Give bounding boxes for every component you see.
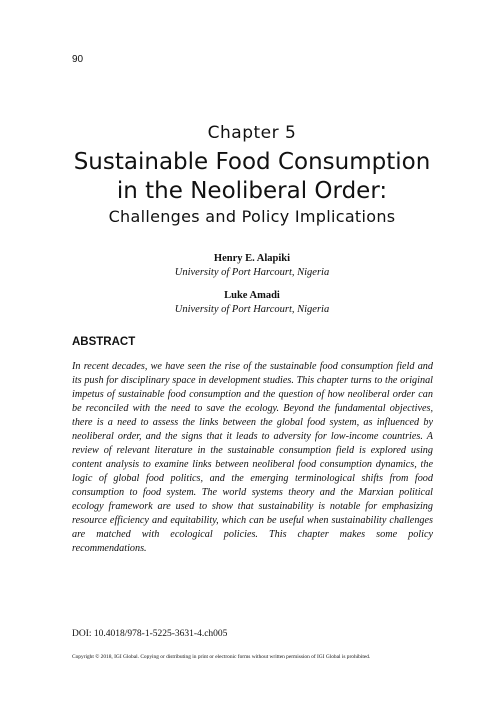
chapter-subtitle: Challenges and Policy Implications [108, 207, 396, 226]
chapter-label: Chapter 5 [207, 123, 297, 143]
copyright-notice: Copyright © 2018, IGI Global. Copying or distributing in print or electronic forms without written permission of IGI Global is prohibited. [72, 654, 371, 660]
chapter-title [0, 148, 504, 228]
author-name: Henry E. Alapiki [213, 253, 291, 264]
page-number: 90 [72, 54, 84, 65]
abstract-heading: ABSTRACT [72, 336, 136, 348]
author-affiliation: University of Port Harcourt, Nigeria [174, 304, 330, 315]
author-block-1 [0, 252, 504, 280]
author-affiliation: University of Port Harcourt, Nigeria [174, 267, 330, 278]
title-line-2: in the Neoliberal Order: [116, 178, 388, 204]
abstract-body: In recent decades, we have seen the rise of the sustainable food consumption field and its push for disciplinary space in development studies. This chapter turns to the original impetus of sustainable food consumption and the question of how neoliberal order can be reconciled with the need to save the ecology. Beyond the fundamental objectives, there is a need to assess the links between the global food system, as influenced by neoliberal order, and the signs that it leads to adversity for low-income countries. A review of relevant literature in the sustainable consumption field is explored using content analysis to examine links between neoliberal food consumption dynamics, the logic of global food politics, and the emerging terminological shifts from food consumption to food system. The world systems theory and the Marxian political ecology framework are used to show that sustainability is notable for emphasizing resource efficiency and equitability, which can be useful when sustainability challenges are matched with ecological policies. This chapter makes some policy recommendations. [72, 361, 433, 554]
author-name: Luke Amadi [224, 290, 280, 301]
author-block-2 [0, 289, 504, 317]
title-line-1: Sustainable Food Consumption [73, 149, 431, 175]
doi: DOI: 10.4018/978-1-5225-3631-4.ch005 [72, 629, 228, 639]
